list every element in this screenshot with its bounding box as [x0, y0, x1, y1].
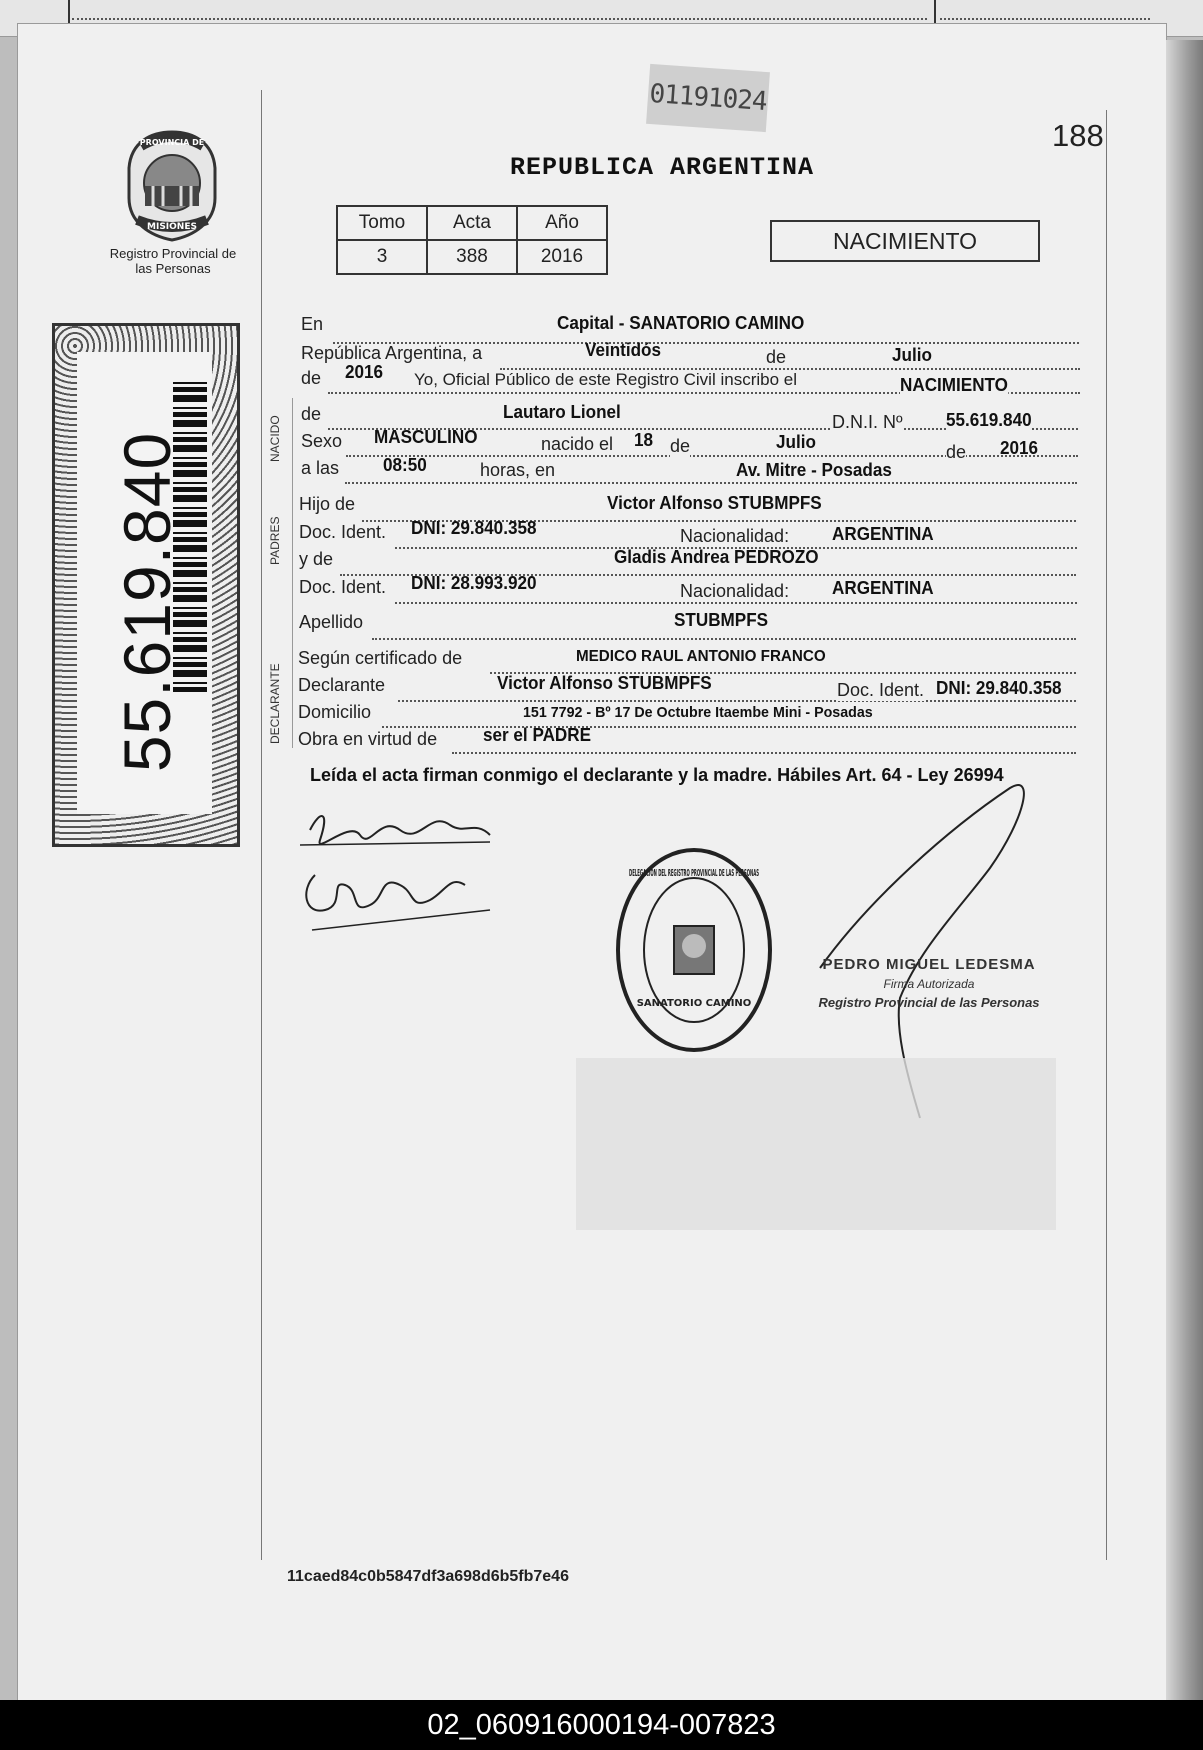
value-doc-declarante: DNI: 29.840.358 [936, 678, 1062, 698]
value-apellido: STUBMPFS [674, 610, 769, 630]
label-dni: D.N.I. Nº [832, 412, 903, 432]
value-mother: Gladis Andrea PEDROZO [614, 547, 819, 567]
oficial-text: Yo, Oficial Público de este Registro Civil inscribo el [414, 370, 797, 389]
barcode-label [52, 323, 240, 847]
value-inscribo: NACIMIENTO [900, 375, 1008, 395]
document-hash: 11caed84c0b5847df3a698d6b5fb7e46 [287, 1568, 569, 1585]
label-doc-ident-declarante: Doc. Ident. [837, 680, 925, 700]
image-id-footer: 02_060916000194-007823 [0, 1700, 1203, 1750]
header-acta: Acta [427, 206, 517, 240]
province-crest-icon [123, 128, 221, 243]
signatures [290, 790, 510, 940]
label-sexo: Sexo [301, 431, 343, 451]
label-nacido-el: nacido el [541, 434, 614, 454]
value-doc-father: DNI: 29.840.358 [411, 518, 537, 538]
value-birth-place: Av. Mitre - Posadas [736, 460, 892, 480]
header-ano: Año [517, 206, 607, 240]
label-de-month: de [766, 347, 787, 367]
crest-top-text: PROVINCIA DE [139, 138, 205, 147]
value-tomo: 3 [337, 240, 427, 274]
label-en: En [301, 314, 324, 334]
label-hijo-de: Hijo de [299, 494, 356, 514]
document-title: REPUBLICA ARGENTINA [510, 153, 815, 182]
value-father: Victor Alfonso STUBMPFS [607, 493, 822, 513]
page-edge [1166, 40, 1203, 1700]
barcode-number: 55.619.840 [110, 431, 184, 773]
label-doc-ident-father: Doc. Ident. [299, 522, 387, 542]
folio-number: 188 [1052, 118, 1104, 153]
value-acta: 388 [427, 240, 517, 274]
value-declarante: Victor Alfonso STUBMPFS [497, 673, 712, 693]
label-de-name: de [301, 404, 322, 424]
label-nacionalidad-mother: Nacionalidad: [680, 581, 790, 601]
serial-number: 01191024 [646, 64, 770, 132]
header-tomo: Tomo [337, 206, 427, 240]
value-ano: 2016 [517, 240, 607, 274]
left-margin-rule [261, 90, 262, 1560]
label-y-de: y de [299, 549, 334, 569]
label-de-birth-month: de [670, 436, 691, 456]
value-sexo: MASCULINO [374, 427, 478, 447]
label-nacionalidad-father: Nacionalidad: [680, 526, 790, 546]
value-birth-month: Julio [776, 432, 816, 452]
value-child-name: Lautaro Lionel [503, 402, 621, 422]
label-domicilio: Domicilio [298, 702, 372, 722]
value-doc-mother: DNI: 28.993.920 [411, 573, 537, 593]
section-label-declarante: DECLARANTE [268, 663, 282, 744]
value-year: 2016 [345, 362, 384, 382]
section-label-padres: PADRES [268, 516, 282, 565]
label-horas-en: horas, en [480, 460, 556, 480]
crest-bottom-text: MISIONES [147, 222, 197, 232]
signatory-office: Registro Provincial de las Personas [818, 995, 1040, 1010]
label-doc-ident-mother: Doc. Ident. [299, 577, 387, 597]
value-certificado: MEDICO RAUL ANTONIO FRANCO [576, 648, 826, 665]
seal-outer-text: DELEGACION DEL REGISTRO PROVINCIAL DE LAS PERSONAS [629, 868, 759, 879]
label-segun-certificado: Según certificado de [298, 648, 463, 668]
value-birth-year: 2016 [1000, 438, 1039, 458]
tomo-acta-ano-table [336, 205, 608, 275]
seal-inner-text: SANATORIO CAMINO [636, 998, 752, 1009]
official-seal-icon [614, 846, 774, 1054]
signatory-role: Firma Autorizada [883, 977, 975, 991]
section-label-nacido: NACIDO [268, 415, 282, 462]
value-nacionalidad-father: ARGENTINA [832, 524, 934, 544]
value-domicilio: 151 7792 - Bº 17 De Octubre Itaembe Mini - Posadas [523, 704, 873, 721]
value-dni: 55.619.840 [946, 410, 1032, 430]
right-margin-rule [1106, 110, 1107, 1560]
label-declarante: Declarante [298, 675, 386, 695]
value-place-of-record: Capital - SANATORIO CAMINO [557, 313, 805, 333]
bleed-through-shadow [576, 1058, 1056, 1230]
value-birth-day: 18 [634, 430, 654, 450]
value-time: 08:50 [383, 455, 427, 475]
value-month: Julio [892, 345, 932, 365]
signatory-name: PEDRO MIGUEL LEDESMA [822, 956, 1036, 973]
label-de-year: de [301, 368, 322, 388]
label-republica: República Argentina, a [301, 343, 483, 363]
label-a-las: a las [301, 458, 340, 478]
closing-statement: Leída el acta firman conmigo el declarante y la madre. Hábiles Art. 64 - Ley 26994 [310, 765, 1004, 785]
value-nacionalidad-mother: ARGENTINA [832, 578, 934, 598]
signatory-block [814, 956, 1044, 1010]
label-apellido: Apellido [299, 612, 364, 632]
section-rule [292, 398, 293, 748]
registry-caption: Registro Provincial de las Personas [109, 246, 237, 276]
label-de-birth-year: de [946, 442, 967, 462]
label-obra-en-virtud: Obra en virtud de [298, 729, 438, 749]
record-type-box: NACIMIENTO [770, 220, 1040, 262]
value-day: Veintidós [585, 340, 662, 360]
value-obra: ser el PADRE [483, 725, 592, 745]
